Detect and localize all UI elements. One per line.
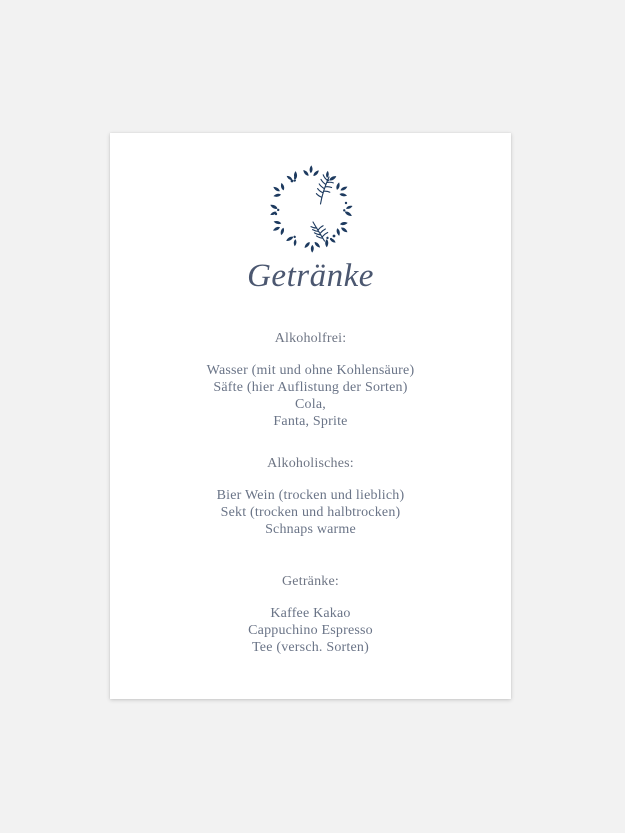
menu-item: Cola, xyxy=(295,397,326,412)
menu-body xyxy=(110,330,511,656)
menu-item: Bier Wein (trocken und lieblich) xyxy=(216,488,405,503)
menu-section-alkoholisches xyxy=(110,455,511,538)
menu-section-alkoholfrei xyxy=(110,330,511,430)
section-heading: Alkoholfrei: xyxy=(274,331,347,346)
floral-wreath-icon xyxy=(261,159,361,259)
menu-item: Fanta, Sprite xyxy=(273,414,348,429)
menu-item: Wasser (mit und ohne Kohlensäure) xyxy=(206,363,415,378)
menu-item: Sekt (trocken und halbtrocken) xyxy=(220,505,401,520)
menu-item: Cappuchino Espresso xyxy=(248,623,373,638)
menu-title: Getränke xyxy=(247,258,374,294)
menu-item: Kaffee Kakao xyxy=(270,606,351,621)
drinks-menu-card xyxy=(110,133,511,699)
menu-item: Tee (versch. Sorten) xyxy=(252,640,369,655)
section-heading: Getränke: xyxy=(282,574,339,589)
section-heading: Alkoholisches: xyxy=(267,456,354,471)
menu-section-getraenke xyxy=(110,573,511,656)
menu-item: Säfte (hier Auflistung der Sorten) xyxy=(213,380,408,395)
menu-item: Schnaps warme xyxy=(265,522,356,537)
